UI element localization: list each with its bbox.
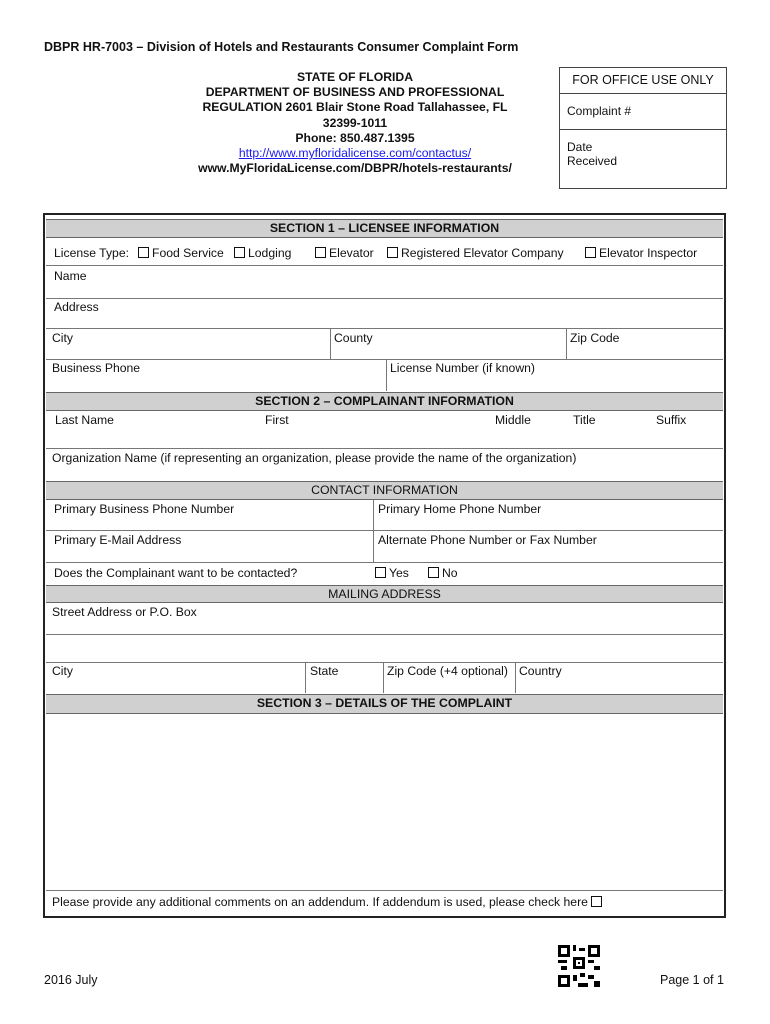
divider xyxy=(46,265,723,266)
page-number: Page 1 of 1 xyxy=(660,973,724,987)
license-option-registered-elevator-company[interactable] xyxy=(387,246,564,260)
divider xyxy=(46,662,723,663)
license-type-row xyxy=(54,246,129,260)
license-number-field[interactable]: License Number (if known) xyxy=(390,361,535,375)
organization-name-field[interactable]: Organization Name (if representing an organization, please provide the name of the organization) xyxy=(52,451,577,465)
mailing-address-heading: MAILING ADDRESS xyxy=(46,585,723,603)
option-label: Elevator xyxy=(329,246,374,260)
contact-us-link[interactable]: http://www.myfloridalicense.com/contactus/ xyxy=(238,146,472,161)
addendum-row xyxy=(52,895,605,909)
section2-heading: SECTION 2 – COMPLAINANT INFORMATION xyxy=(46,392,723,411)
yes-label: Yes xyxy=(389,566,409,580)
option-label: Elevator Inspector xyxy=(599,246,698,260)
divider xyxy=(386,359,387,391)
checkbox-icon[interactable] xyxy=(315,247,326,258)
complaint-number-field: Complaint # xyxy=(560,94,726,130)
divider xyxy=(383,662,384,693)
divider xyxy=(46,634,723,635)
divider xyxy=(46,530,723,531)
qr-code-icon xyxy=(556,943,602,989)
form-title: DBPR HR-7003 – Division of Hotels and Restaurants Consumer Complaint Form xyxy=(44,40,519,54)
no-label: No xyxy=(442,566,458,580)
license-type-label: License Type: xyxy=(54,246,129,260)
primary-email-field[interactable]: Primary E-Mail Address xyxy=(54,533,182,547)
divider xyxy=(46,890,723,891)
section3-heading: SECTION 3 – DETAILS OF THE COMPLAINT xyxy=(46,694,723,714)
license-option-lodging[interactable] xyxy=(234,246,291,260)
checkbox-icon[interactable] xyxy=(138,247,149,258)
divider xyxy=(373,500,374,562)
date-label: Date xyxy=(567,140,593,154)
licensee-address-field[interactable]: Address xyxy=(54,300,99,314)
license-option-food-service[interactable] xyxy=(138,246,224,260)
license-option-elevator-inspector[interactable] xyxy=(585,246,697,260)
divider xyxy=(46,448,723,449)
alternate-phone-field[interactable]: Alternate Phone Number or Fax Number xyxy=(378,533,597,547)
agency-block xyxy=(180,70,530,176)
divider xyxy=(46,562,723,563)
mailing-country-field[interactable]: Country xyxy=(519,664,562,678)
agency-line: 32399-1011 xyxy=(322,115,388,130)
office-use-box xyxy=(559,67,727,189)
suffix-field[interactable]: Suffix xyxy=(656,413,687,427)
section1-heading: SECTION 1 – LICENSEE INFORMATION xyxy=(46,219,723,238)
revision-date: 2016 July xyxy=(44,973,98,987)
primary-home-phone-field[interactable]: Primary Home Phone Number xyxy=(378,502,542,516)
middle-name-field[interactable]: Middle xyxy=(495,413,531,427)
first-name-field[interactable]: First xyxy=(265,413,289,427)
received-label: Received xyxy=(567,154,618,168)
checkbox-icon[interactable] xyxy=(585,247,596,258)
contact-question: Does the Complainant want to be contacted? xyxy=(54,566,298,580)
checkbox-icon[interactable] xyxy=(428,567,439,578)
street-address-field[interactable]: Street Address or P.O. Box xyxy=(52,605,197,619)
divider xyxy=(330,328,331,359)
contact-yes-option[interactable] xyxy=(375,566,409,580)
divider xyxy=(566,328,567,359)
divider xyxy=(46,298,723,299)
divider xyxy=(46,328,723,329)
mailing-city-field[interactable]: City xyxy=(52,664,73,678)
option-label: Registered Elevator Company xyxy=(401,246,564,260)
checkbox-icon[interactable] xyxy=(234,247,245,258)
divider xyxy=(305,662,306,693)
option-label: Lodging xyxy=(248,246,292,260)
agency-line: STATE OF FLORIDA xyxy=(297,70,413,84)
divider xyxy=(515,662,516,693)
website-url: www.MyFloridaLicense.com/DBPR/hotels-restaurants/ xyxy=(198,161,512,176)
complaint-details-textarea[interactable] xyxy=(46,714,723,890)
mailing-zip-field[interactable]: Zip Code (+4 optional) xyxy=(387,664,508,678)
checkbox-icon[interactable] xyxy=(375,567,386,578)
mailing-state-field[interactable]: State xyxy=(310,664,339,678)
agency-line: DEPARTMENT OF BUSINESS AND PROFESSIONAL xyxy=(205,85,505,100)
addendum-checkbox[interactable] xyxy=(591,896,602,907)
divider xyxy=(46,359,723,360)
addendum-text: Please provide any additional comments on an addendum. If addendum is used, please check here xyxy=(52,895,588,909)
title-field[interactable]: Title xyxy=(573,413,596,427)
office-use-heading: FOR OFFICE USE ONLY xyxy=(560,68,726,94)
licensee-city-field[interactable]: City xyxy=(52,331,73,345)
option-label: Food Service xyxy=(152,246,224,260)
contact-information-heading: CONTACT INFORMATION xyxy=(46,481,723,500)
business-phone-field[interactable]: Business Phone xyxy=(52,361,141,375)
primary-business-phone-field[interactable]: Primary Business Phone Number xyxy=(54,502,235,516)
contact-no-option[interactable] xyxy=(428,566,458,580)
last-name-field[interactable]: Last Name xyxy=(55,413,114,427)
license-option-elevator[interactable] xyxy=(315,246,374,260)
licensee-name-field[interactable]: Name xyxy=(54,269,87,283)
licensee-zip-field[interactable]: Zip Code xyxy=(570,331,620,345)
checkbox-icon[interactable] xyxy=(387,247,398,258)
agency-line: REGULATION 2601 Blair Stone Road Tallahassee, FL xyxy=(202,100,508,115)
date-received-field xyxy=(560,130,726,168)
licensee-county-field[interactable]: County xyxy=(334,331,373,345)
agency-phone: Phone: 850.487.1395 xyxy=(295,130,415,145)
